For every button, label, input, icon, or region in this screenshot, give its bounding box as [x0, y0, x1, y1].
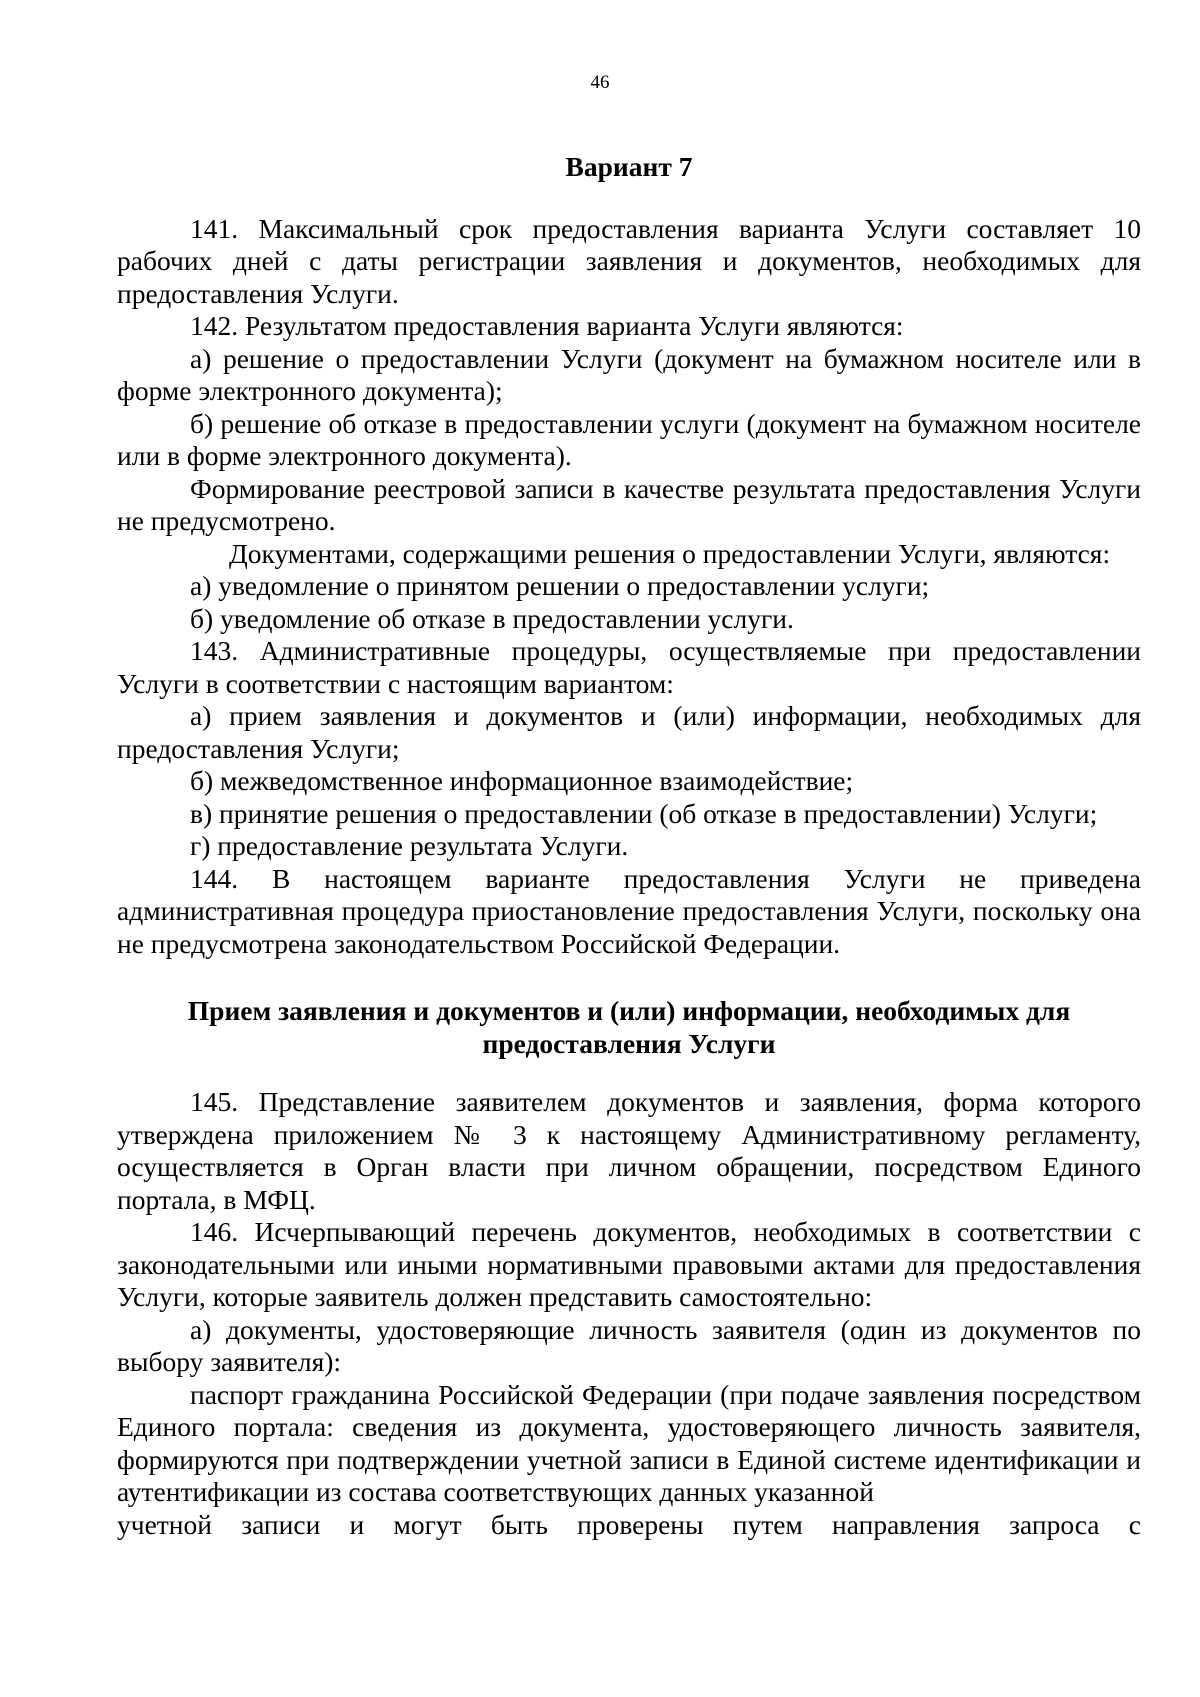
word: и	[349, 1508, 365, 1540]
paragraph-144: 144. В настоящем варианте предоставления Услуги не приведена административная процедура приостановление предоставления Услуги, поскольку она не предусмотрена законодательством Российской Федерации.	[117, 862, 1141, 959]
paragraph-passport: паспорт гражданина Российской Федерации (при подаче заявления посредством Единого портала: сведения из документа, удостоверяющего личность заявителя, формируются при подтверждении учетной записи в Единой системе идентификации и аутентификации из состава соответствующих данных указанной	[117, 1378, 1141, 1507]
paragraph-142: 142. Результатом предоставления варианта Услуги являются:	[190, 310, 904, 341]
word: направления	[832, 1508, 980, 1540]
word: могут	[393, 1508, 462, 1540]
word: быть	[490, 1508, 548, 1540]
paragraph-143-v: в) принятие решения о предоставлении (об отказе в предоставлении) Услуги;	[190, 797, 1098, 829]
section-heading-variant: Вариант 7	[565, 151, 693, 182]
word: путем	[732, 1508, 803, 1540]
paragraph-141: 141. Максимальный срок предоставления варианта Услуги составляет 10 рабочих дней с даты регистрации заявления и документов, необходимых для предоставления Услуги.	[117, 212, 1141, 309]
paragraph-passport-continuation	[117, 1509, 1141, 1542]
word: запроса	[1009, 1508, 1100, 1540]
paragraph-143-a: а) прием заявления и документов и (или) информации, необходимых для предоставления Услуги;	[117, 700, 1141, 764]
word: записи	[241, 1508, 321, 1540]
paragraph-146-a: а) документы, удостоверяющие личность заявителя (один из документов по выбору заявителя):	[117, 1313, 1141, 1377]
word: проверены	[577, 1508, 704, 1540]
paragraph-registry-note: Формирование реестровой записи в качестве результата предоставления Услуги не предусмотрено.	[117, 472, 1141, 536]
paragraph-documents-intro: Документами, содержащими решения о предоставлении Услуги, являются:	[229, 537, 1111, 569]
paragraph-142-a: а) решение о предоставлении Услуги (документ на бумажном носителе или в форме электронного документа);	[117, 342, 1141, 406]
section-heading-reception-line1: Прием заявления и документов и (или) информации, необходимых для	[187, 995, 1071, 1026]
word: с	[1128, 1508, 1141, 1540]
paragraph-documents-a: а) уведомление о принятом решении о предоставлении услуги;	[190, 570, 930, 601]
page-number: 46	[590, 72, 610, 93]
paragraph-146: 146. Исчерпывающий перечень документов, необходимых в соответствии с законодательными или иными нормативными правовыми актами для предоставления Услуги, которые заявитель должен представить самостоятельно:	[117, 1216, 1141, 1312]
paragraph-142-b: б) решение об отказе в предоставлении услуги (документ на бумажном носителе или в форме электронного документа).	[117, 407, 1141, 471]
word: учетной	[117, 1508, 212, 1540]
paragraph-143-b: б) межведомственное информационное взаимодействие;	[190, 765, 854, 796]
paragraph-documents-b: б) уведомление об отказе в предоставлении услуги.	[190, 602, 794, 634]
paragraph-143: 143. Административные процедуры, осуществляемые при предоставлении Услуги в соответствии с настоящим вариантом:	[117, 635, 1141, 699]
document-body	[117, 151, 1141, 1541]
section-heading-reception	[117, 995, 1141, 1060]
paragraph-143-g: г) предоставление результата Услуги.	[190, 830, 629, 861]
section-heading-reception-line2: предоставления Услуги	[482, 1027, 776, 1059]
paragraph-145: 145. Представление заявителем документов и заявления, форма которого утверждена приложением № 3 к настоящему Административному регламенту, осуществляется в Орган власти при личном обращении, посредством Единого портала, в МФЦ.	[117, 1086, 1141, 1215]
